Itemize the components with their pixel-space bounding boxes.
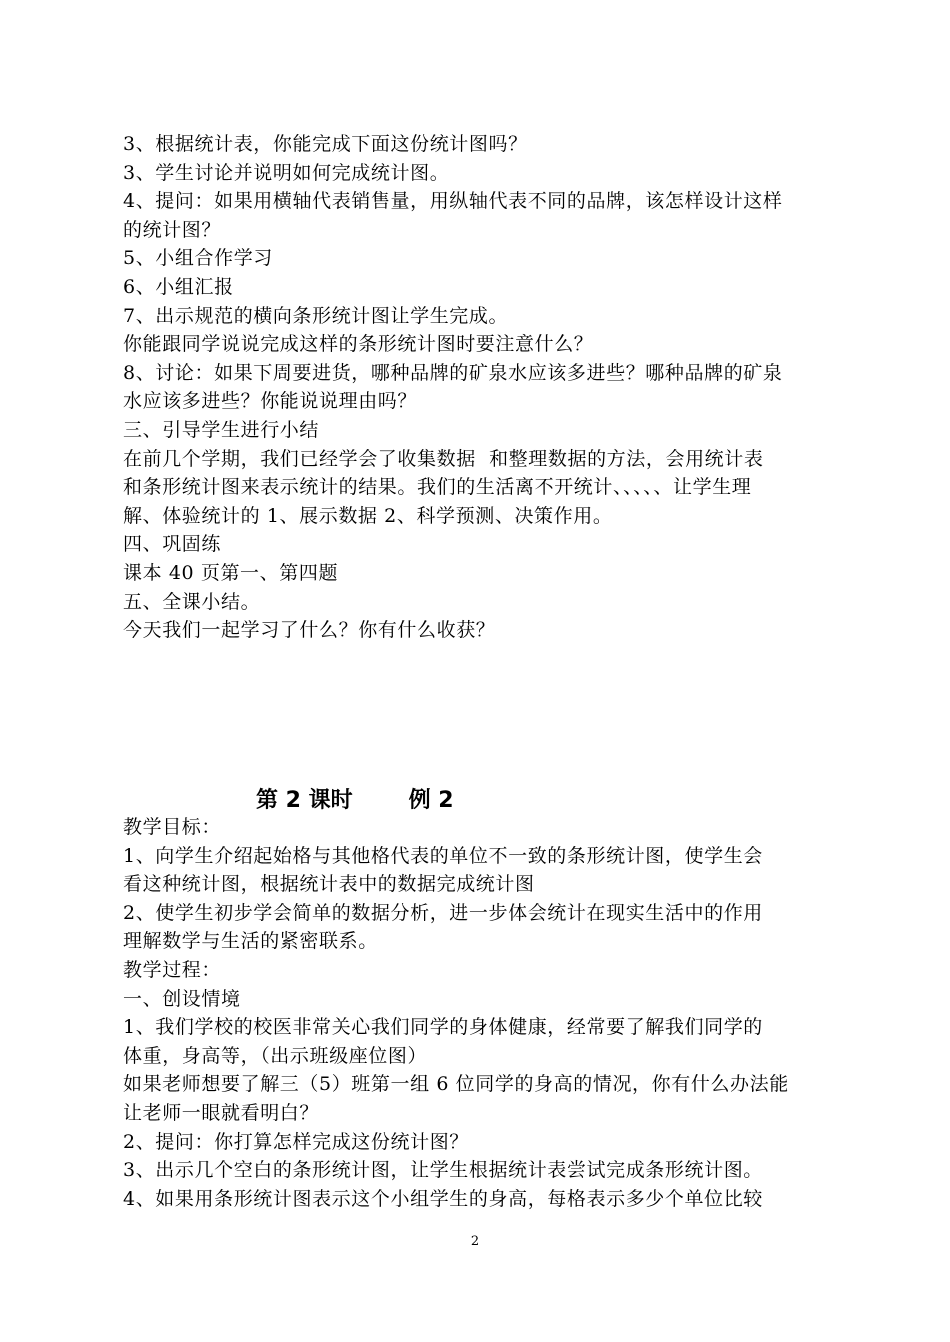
text-line: 6、小组汇报 (123, 275, 234, 298)
text-line: 让老师一眼就看明白？ (123, 1101, 320, 1124)
lesson-2-body (123, 813, 835, 1213)
text-line: 和条形统计图来表示统计的结果。我们的生活离不开统计、、、、、让学生理 (123, 476, 752, 499)
text-line: 在前几个学期，我们已经学会了收集数据 和整理数据的方法，会用统计表 (123, 447, 764, 470)
text-line: 理解数学与生活的紧密联系。 (123, 930, 378, 953)
text-line: 解、体验统计的 1、展示数据 2、科学预测、决策作用。 (123, 504, 613, 527)
text-line: 体重，身高等，（出示班级座位图） (123, 1044, 428, 1067)
text-line: 4、如果用条形统计图表示这个小组学生的身高，每格表示多少个单位比较 (123, 1187, 763, 1210)
section-title: 教学过程： (123, 958, 222, 981)
text-line: 5、小组合作学习 (123, 247, 273, 270)
page-number: 2 (470, 1234, 480, 1249)
section-title: 一、创设情境 (123, 987, 241, 1010)
text-line: 看这种统计图，根据统计表中的数据完成统计图 (123, 873, 535, 896)
text-line: 3、出示几个空白的条形统计图，让学生根据统计表尝试完成条形统计图。 (123, 1159, 763, 1182)
text-line: 1、向学生介绍起始格与其他格代表的单位不一致的条形统计图，使学生会 (123, 844, 763, 867)
lesson-heading (256, 783, 454, 814)
text-line: 2、使学生初步学会简单的数据分析，进一步体会统计在现实生活中的作用 (123, 901, 763, 924)
text-line: 3、学生讨论并说明如何完成统计图。 (123, 161, 450, 184)
text-line: 的统计图？ (123, 218, 222, 241)
text-line: 8、讨论：如果下周要进货，哪种品牌的矿泉水应该多进些？哪种品牌的矿泉 (123, 361, 783, 384)
text-line: 4、提问：如果用横轴代表销售量，用纵轴代表不同的品牌，该怎样设计这样 (123, 190, 783, 213)
lesson-number: 第 2 课时 (256, 788, 353, 813)
text-line: 如果老师想要了解三（5）班第一组 6 位同学的身高的情况，你有什么办法能 (123, 1073, 789, 1096)
lesson-1-continuation (123, 130, 835, 645)
text-line: 你能跟同学说说完成这样的条形统计图时要注意什么？ (123, 333, 594, 356)
text-line: 2、提问：你打算怎样完成这份统计图？ (123, 1130, 469, 1153)
text-line: 7、出示规范的横向条形统计图让学生完成。 (123, 304, 509, 327)
text-line: 课本 40 页第一、第四题 (123, 561, 339, 584)
text-line: 1、我们学校的校医非常关心我们同学的身体健康，经常要了解我们同学的 (123, 1016, 763, 1039)
section-title: 教学目标： (123, 816, 222, 838)
text-line: 水应该多进些？你能说说理由吗？ (123, 390, 418, 413)
section-title: 三、引导学生进行小结 (123, 418, 320, 441)
section-title: 四、巩固练 (123, 533, 222, 556)
example-label: 例 2 (408, 788, 454, 813)
text-line: 3、根据统计表，你能完成下面这份统计图吗？ (123, 133, 528, 155)
text-line: 今天我们一起学习了什么？你有什么收获？ (123, 619, 496, 642)
section-title: 五、全课小结。 (123, 590, 261, 613)
